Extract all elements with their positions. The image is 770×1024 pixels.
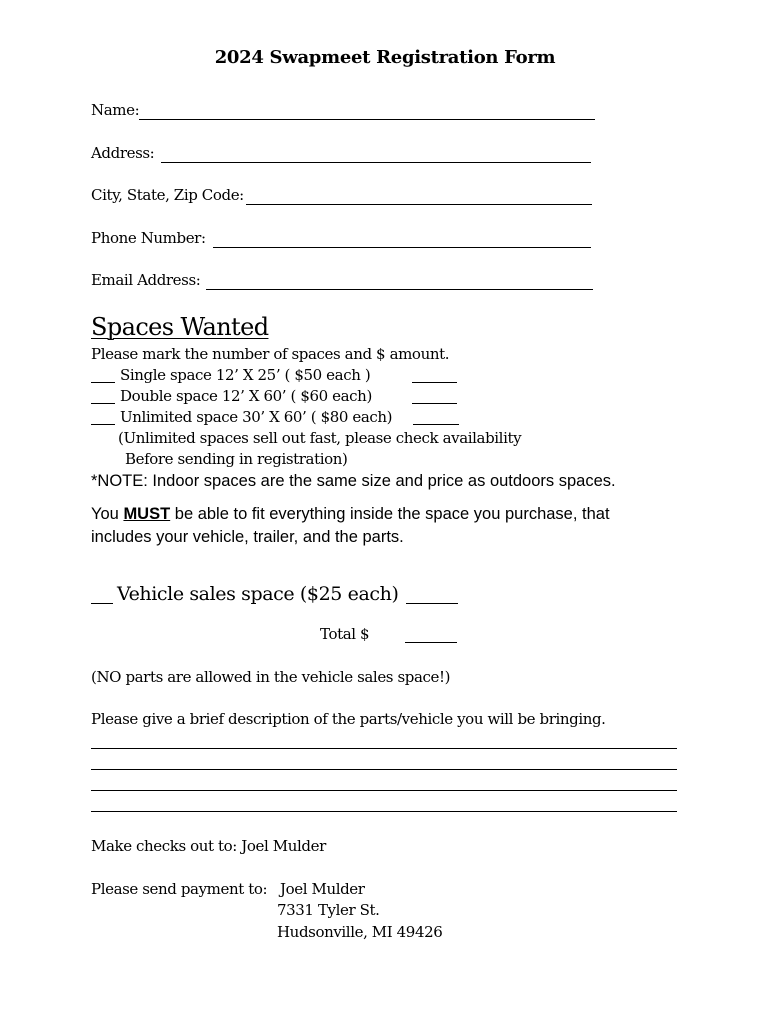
phone-label: Phone Number:: [91, 229, 206, 247]
total-amount-line[interactable]: [405, 642, 457, 643]
description-prompt: Please give a brief description of the parts/vehicle you will be bringing.: [91, 710, 606, 728]
double-space-count-line[interactable]: [91, 403, 115, 404]
email-label: Email Address:: [91, 271, 201, 289]
must-fit-suffix: be able to fit everything inside the space you purchase, that: [170, 505, 610, 523]
unlimited-note-line1: (Unlimited spaces sell out fast, please check availability: [118, 429, 522, 447]
address-input-line[interactable]: [161, 162, 591, 163]
double-space-label: Double space 12’ X 60’ ( $60 each): [120, 387, 372, 405]
payee-name: Joel Mulder: [280, 880, 365, 898]
spaces-wanted-heading: Spaces Wanted: [91, 313, 269, 341]
single-space-label: Single space 12’ X 25’ ( $50 each ): [120, 366, 371, 384]
must-fit-note-line1: [91, 505, 610, 524]
spaces-instruction: Please mark the number of spaces and $ amount.: [91, 345, 450, 363]
unlimited-space-amount-line[interactable]: [413, 424, 459, 425]
phone-field-row: [91, 229, 206, 247]
vehicle-space-label: Vehicle sales space ($25 each): [117, 583, 399, 605]
must-fit-prefix: You: [91, 505, 124, 523]
email-field-row: [91, 271, 200, 289]
city-state-zip-label: City, State, Zip Code:: [91, 186, 244, 204]
name-field-row: [91, 101, 139, 119]
single-space-amount-line[interactable]: [412, 382, 457, 383]
name-label: Name:: [91, 101, 140, 119]
vehicle-space-amount-line[interactable]: [406, 603, 458, 604]
description-line-4[interactable]: [91, 811, 677, 812]
phone-input-line[interactable]: [213, 247, 591, 248]
email-input-line[interactable]: [206, 289, 593, 290]
checks-payable-note: Make checks out to: Joel Mulder: [91, 837, 326, 855]
send-payment-label: Please send payment to:: [91, 880, 268, 898]
description-line-2[interactable]: [91, 769, 677, 770]
total-label: Total $: [320, 625, 370, 643]
description-line-3[interactable]: [91, 790, 677, 791]
address-label: Address:: [91, 144, 155, 162]
no-parts-note: (NO parts are allowed in the vehicle sales space!): [91, 668, 451, 686]
unlimited-note-line2: Before sending in registration): [125, 450, 348, 468]
name-input-line[interactable]: [139, 119, 595, 120]
city-field-row: [91, 186, 244, 204]
unlimited-space-count-line[interactable]: [91, 424, 115, 425]
description-line-1[interactable]: [91, 748, 677, 749]
must-emphasis: MUST: [123, 505, 171, 523]
single-space-count-line[interactable]: [91, 382, 115, 383]
indoor-note: *NOTE: Indoor spaces are the same size and price as outdoors spaces.: [91, 472, 616, 490]
payee-street: 7331 Tyler St.: [277, 901, 380, 919]
unlimited-space-label: Unlimited space 30’ X 60’ ( $80 each): [120, 408, 393, 426]
city-state-zip-input-line[interactable]: [246, 204, 592, 205]
double-space-amount-line[interactable]: [412, 403, 457, 404]
must-fit-note-line2: includes your vehicle, trailer, and the parts.: [91, 528, 404, 546]
address-field-row: [91, 144, 154, 162]
payee-city: Hudsonville, MI 49426: [277, 923, 443, 941]
form-title: 2024 Swapmeet Registration Form: [214, 47, 556, 68]
vehicle-space-count-line[interactable]: [91, 603, 113, 604]
